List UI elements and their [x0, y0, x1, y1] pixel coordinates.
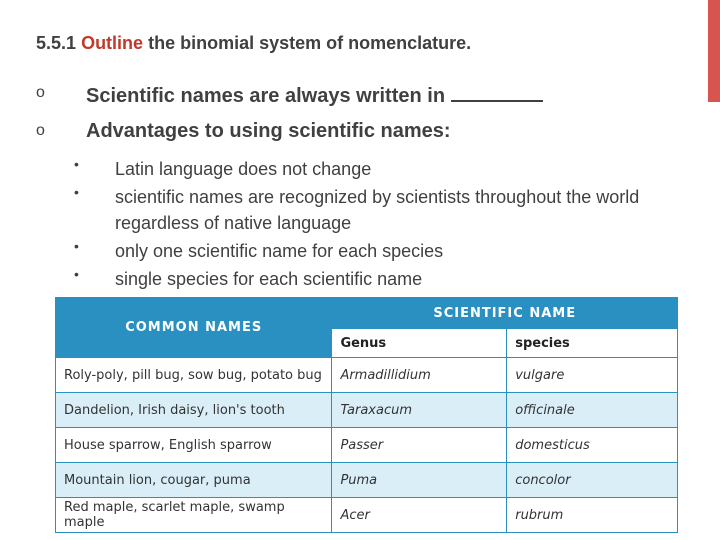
advantage-text: only one scientific name for each species [115, 241, 444, 261]
species-header: species [507, 329, 678, 358]
genus-cell: Armadillidium [332, 358, 507, 393]
table-row [56, 393, 678, 428]
table-row [56, 428, 678, 463]
dot-bullet-icon: • [74, 266, 79, 282]
genus-cell: Taraxacum [332, 393, 507, 428]
bullet-text: Advantages to using scientific names: [86, 120, 451, 142]
scientific-name-header: SCIENTIFIC NAME [332, 298, 678, 329]
title-rest: the binomial system of nomenclature. [148, 33, 472, 53]
dot-bullet-icon: • [74, 184, 79, 200]
advantage-text: Latin language does not change [115, 159, 372, 179]
fill-in-blank [451, 82, 543, 102]
table-row [56, 358, 678, 393]
species-cell: concolor [507, 463, 678, 498]
dot-bullet-icon: • [74, 156, 79, 172]
species-cell: officinale [507, 393, 678, 428]
common-name-cell: Red maple, scarlet maple, swamp maple [56, 498, 332, 533]
circle-bullet-icon: o [36, 122, 45, 139]
genus-cell: Puma [332, 463, 507, 498]
common-names-header: COMMON NAMES [56, 298, 332, 358]
title-number: 5.5.1 [36, 33, 77, 53]
nomenclature-table [55, 297, 678, 533]
genus-cell: Acer [332, 498, 507, 533]
common-name-cell: House sparrow, English sparrow [56, 428, 332, 463]
slide-title [36, 33, 471, 54]
species-cell: domesticus [507, 428, 678, 463]
advantage-text: single species for each scientific name [115, 269, 423, 289]
species-cell: vulgare [507, 358, 678, 393]
common-name-cell: Roly-poly, pill bug, sow bug, potato bug [56, 358, 332, 393]
advantage-text: scientific names are recognized by scientists throughout the world regardless of native language [115, 187, 640, 233]
common-name-cell: Mountain lion, cougar, puma [56, 463, 332, 498]
genus-cell: Passer [332, 428, 507, 463]
table-row [56, 463, 678, 498]
bullet-text: Scientific names are always written in [86, 85, 446, 107]
title-keyword: Outline [81, 33, 144, 53]
accent-bar [708, 0, 720, 102]
table-row [56, 498, 678, 533]
common-name-cell: Dandelion, Irish daisy, lion's tooth [56, 393, 332, 428]
genus-header: Genus [332, 329, 507, 358]
species-cell: rubrum [507, 498, 678, 533]
dot-bullet-icon: • [74, 238, 79, 254]
circle-bullet-icon: o [36, 84, 45, 101]
